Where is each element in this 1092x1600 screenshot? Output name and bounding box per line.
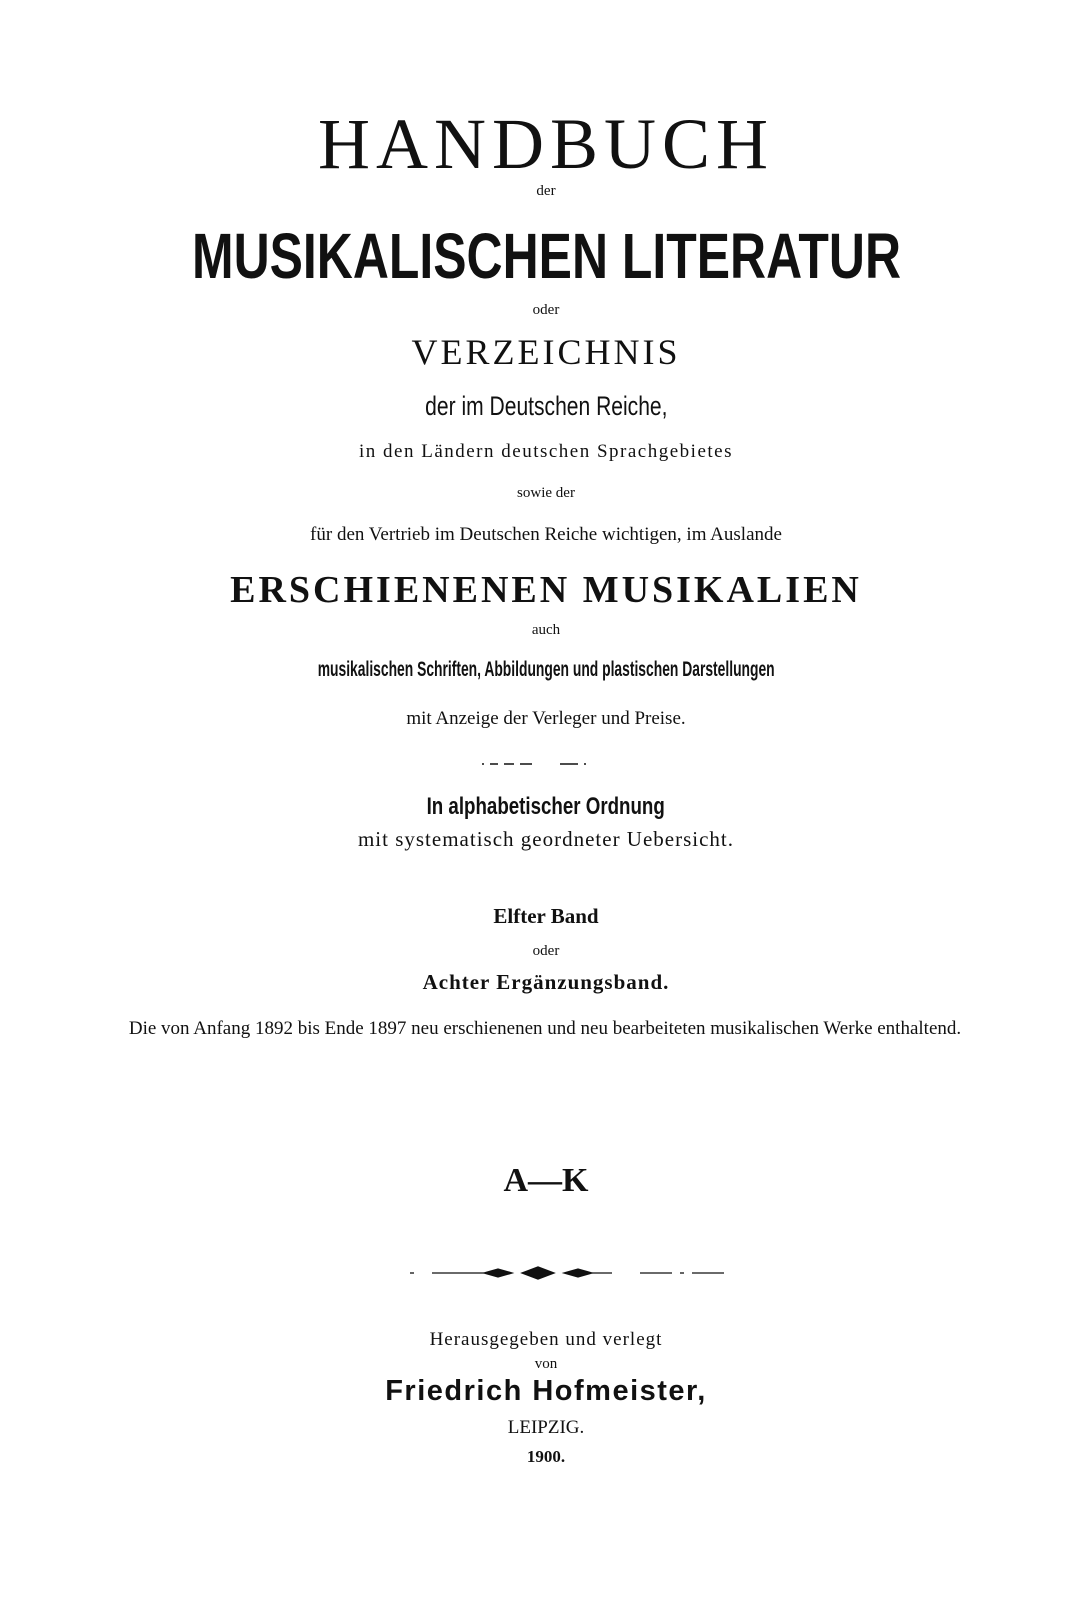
schriften-line (0, 659, 1092, 680)
year: 1900. (526, 1447, 566, 1466)
reich-line-text: der im Deutschen Reiche, (424, 391, 668, 421)
ergaenzung-line: Achter Ergänzungsband. (422, 970, 670, 994)
band-line: Elfter Band (493, 904, 599, 928)
herausgegeben-line: Herausgegeben und verlegt (429, 1329, 663, 1350)
sowie-line: sowie der (517, 485, 575, 501)
title-second (0, 220, 1092, 292)
city: LEIPZIG. (507, 1417, 585, 1438)
title-third: VERZEICHNIS (411, 332, 681, 372)
band-oder: oder (532, 943, 560, 959)
ordnung-line (0, 795, 1092, 819)
small-ornament-rule (0, 757, 1092, 771)
musikalien-line: ERSCHIENENEN MUSIKALIEN (230, 569, 862, 611)
uebersicht-line: mit systematisch geordneter Uebersicht. (357, 827, 735, 851)
anzeige-line: mit Anzeige der Verleger und Preise. (406, 708, 686, 729)
title-second-text: MUSIKALISCHEN LITERATUR (191, 220, 901, 292)
reich-line (0, 393, 1092, 420)
von-line: von (534, 1356, 558, 1372)
connector-oder: oder (532, 302, 560, 318)
schriften-line-text: musikalischen Schriften, Abbildungen und plastischen Darstellungen (317, 658, 775, 681)
large-ornament-rule (0, 1264, 1092, 1282)
auch-line: auch (531, 622, 561, 638)
description: Die von Anfang 1892 bis Ende 1897 neu erschienenen und neu bearbeiteten musikalischen Werke enthaltend. (128, 1018, 962, 1039)
publisher-name: Friedrich Hofmeister, (385, 1375, 707, 1407)
title-main: HANDBUCH (317, 104, 775, 184)
ordnung-line-text: In alphabetischer Ordnung (426, 793, 666, 820)
volume-range: A—K (503, 1162, 589, 1199)
vertrieb-line: für den Vertrieb im Deutschen Reiche wichtigen, im Auslande (310, 524, 782, 545)
connector-der: der (536, 183, 556, 199)
laender-line: in den Ländern deutschen Sprachgebietes (359, 441, 733, 462)
